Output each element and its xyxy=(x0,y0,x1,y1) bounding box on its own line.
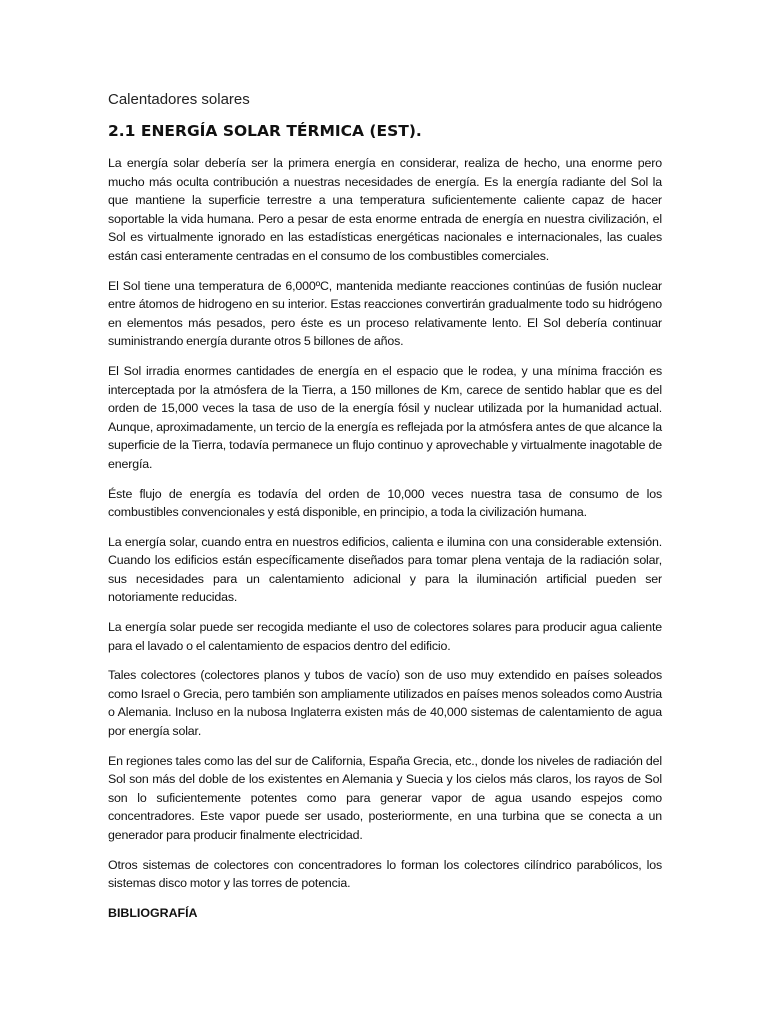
bibliography-heading: BIBLIOGRAFÍA xyxy=(108,905,198,920)
paragraph-6: La energía solar puede ser recogida mediante el uso de colectores solares para producir agua caliente para el lavado o el calentamiento de espacios dentro del edificio. xyxy=(108,620,662,653)
paragraph-7: Tales colectores (colectores planos y tubos de vacío) son de uso muy extendido en países soleados como Israel o Grecia, pero también son ampliamente utilizados en países menos soleados como Austria o Alemania. Incluso en la nubosa Inglaterra existen más de 40,000 sistemas de calentamiento de agua por energía solar. xyxy=(108,668,662,739)
paragraph-3: El Sol irradia enormes cantidades de energía en el espacio que le rodea, y una mínima fracción es interceptada por la atmósfera de la Tierra, a 150 millones de Km, carece de sentido hablar que es del orden de 15,000 veces la tasa de uso de la energía fósil y nuclear utilizada por la humanidad actual. Aunque, aproximadamente, un tercio de la energía es reflejada por la atmósfera antes de que alcance la superficie de la Tierra, todavía permanece un flujo continuo y aprovechable y virtualmente inagotable de energía. xyxy=(108,363,662,471)
paragraph-2: El Sol tiene una temperatura de 6,000ºC, mantenida mediante reacciones continúas de fusión nuclear entre átomos de hidrogeno en su interior. Estas reacciones convertirán gradualmente todo su hidrógeno en elementos más pesados, pero éste es un proceso relativamente lento. El Sol debería continuar suministrando energía durante otros 5 billones de años. xyxy=(108,278,662,349)
document-page xyxy=(108,90,662,922)
paragraph-8: En regiones tales como las del sur de California, España Grecia, etc., donde los niveles de radiación del Sol son más del doble de los existentes en Alemania y Suecia y los cielos más claros, los rayos de Sol son lo suficientemente potentes como para generar vapor de agua usando espejos como concentradores. Este vapor puede ser usado, posteriormente, en una turbina que se conecta a un generador para producir finalmente electricidad. xyxy=(108,753,662,842)
paragraph-9: Otros sistemas de colectores con concentradores lo forman los colectores cilíndrico parabólicos, los sistemas disco motor y las torres de potencia. xyxy=(108,857,662,891)
section-heading: 2.1 ENERGÍA SOLAR TÉRMICA (EST). xyxy=(108,122,422,140)
document-header-title: Calentadores solares xyxy=(108,91,250,108)
paragraph-4: Éste flujo de energía es todavía del orden de 10,000 veces nuestra tasa de consumo de los combustibles convencionales y está disponible, en principio, a toda la civilización humana. xyxy=(108,486,662,520)
paragraph-5: La energía solar, cuando entra en nuestros edificios, calienta e ilumina con una considerable extensión. Cuando los edificios están específicamente diseñados para tomar plena ventaja de la radiación solar, sus necesidades para un calentamiento adicional y para la iluminación artificial pueden ser notoriamente reducidas. xyxy=(108,534,662,605)
paragraph-1: La energía solar debería ser la primera energía en considerar, realiza de hecho, una enorme pero mucho más oculta contribución a nuestras necesidades de energía. Es la energía radiante del Sol la que mantiene la superficie terrestre a una temperatura suficientemente caliente capaz de hacer soportable la vida humana. Pero a pesar de esta enorme entrada de energía en nuestra civilización, el Sol es virtualmente ignorado en las estadísticas energéticas nacionales e internacionales, las cuales están casi enteramente centradas en el consumo de los combustibles comerciales. xyxy=(108,156,662,263)
